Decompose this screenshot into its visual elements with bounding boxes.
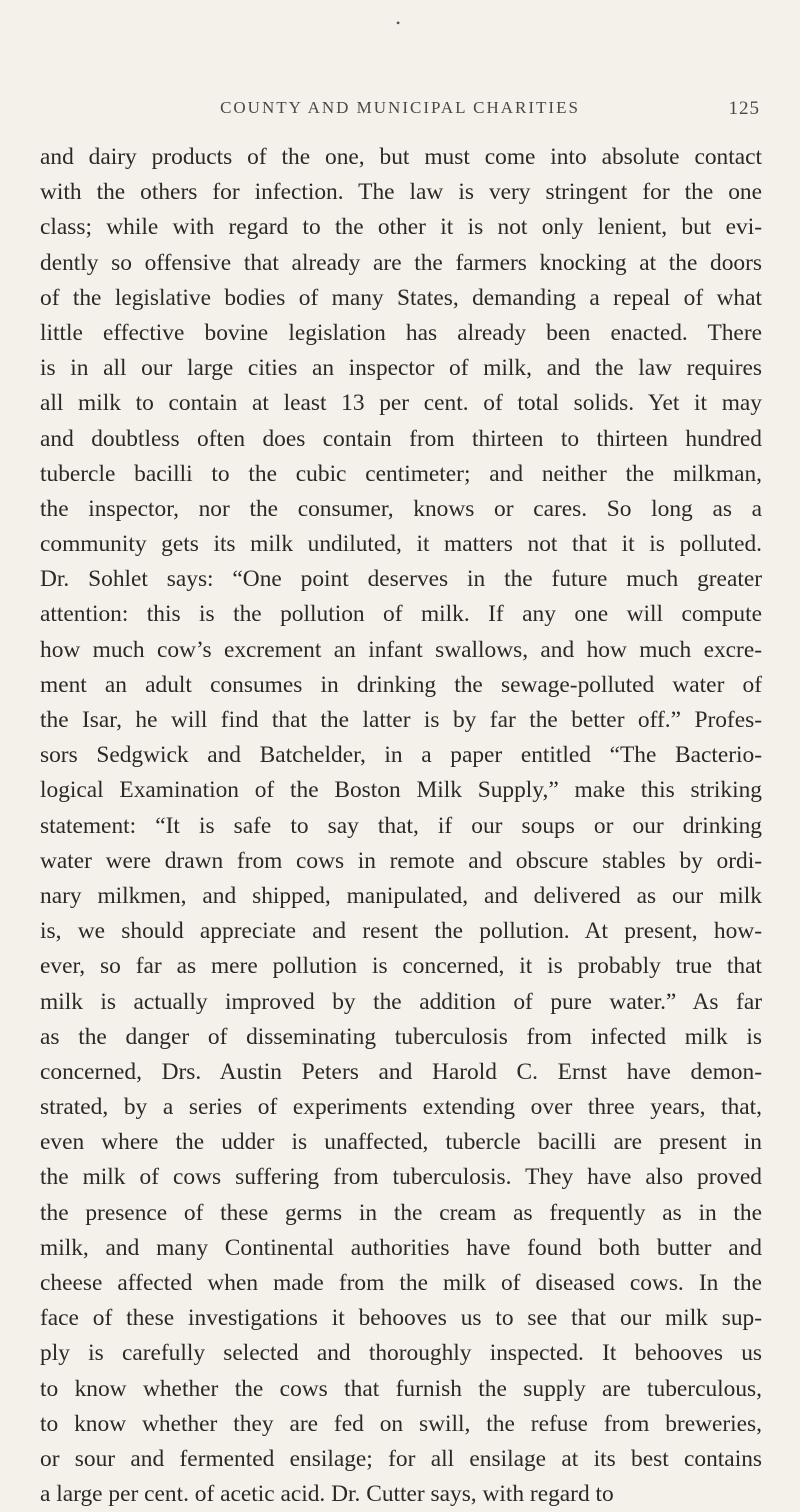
text-line: to know whether the cows that furnish the supply are tuberculous, bbox=[40, 1375, 762, 1402]
text-line: logical Examination of the Boston Milk Supply,” make this striking bbox=[40, 777, 762, 804]
text-line: the Isar, he will find that the latter is by far the better off.” Profes- bbox=[40, 707, 762, 733]
text-line: milk, and many Continental authorities have found both butter and bbox=[40, 1234, 762, 1261]
text-line: cheese affected when made from the milk of diseased cows. In the bbox=[40, 1270, 762, 1296]
text-line: concerned, Drs. Austin Peters and Harold C. Ernst have demon- bbox=[40, 1058, 762, 1085]
text-line: the inspector, nor the consumer, knows or cares. So long as a bbox=[40, 495, 762, 522]
text-line: is, we should appreciate and resent the pollution. At present, how- bbox=[40, 918, 762, 945]
text-line: and dairy products of the one, but must come into absolute contact bbox=[40, 144, 762, 170]
stray-mark: • bbox=[396, 16, 401, 30]
text-line: sors Sedgwick and Batchelder, in a paper entitled “The Bacterio- bbox=[40, 742, 762, 769]
text-line: ply is carefully selected and thoroughly inspected. It behooves us bbox=[40, 1340, 762, 1367]
text-line: is in all our large cities an inspector of milk, and the law requires bbox=[40, 355, 762, 382]
text-line: face of these investigations it behooves us to see that our milk sup- bbox=[40, 1305, 762, 1332]
page-header bbox=[40, 98, 760, 128]
text-line: attention: this is the pollution of milk. If any one will compute bbox=[40, 601, 762, 628]
text-line: how much cow’s excrement an infant swallows, and how much excre- bbox=[40, 636, 762, 663]
text-line: all milk to contain at least 13 per cent. of total solids. Yet it may bbox=[40, 390, 762, 417]
text-line: with the others for infection. The law is very stringent for the one bbox=[40, 179, 762, 206]
text-line: of the legislative bodies of many States, demanding a repeal of what bbox=[40, 284, 762, 311]
text-line: a large per cent. of acetic acid. Dr. Cutter says, with regard to bbox=[40, 1481, 614, 1508]
text-line: water were drawn from cows in remote and obscure stables by ordi- bbox=[40, 847, 762, 874]
text-line: to know whether they are fed on swill, the refuse from breweries, bbox=[40, 1410, 762, 1437]
text-line: the presence of these germs in the cream as frequently as in the bbox=[40, 1199, 762, 1226]
text-line: class; while with regard to the other it is not only lenient, but evi- bbox=[40, 214, 762, 241]
text-line: ever, so far as mere pollution is concerned, it is probably true that bbox=[40, 953, 762, 980]
text-line: ment an adult consumes in drinking the sewage-polluted water of bbox=[40, 671, 762, 698]
running-head: COUNTY AND MUNICIPAL CHARITIES bbox=[220, 98, 580, 117]
text-line: the milk of cows suffering from tuberculosis. They have also proved bbox=[40, 1164, 762, 1191]
text-line: little effective bovine legislation has already been enacted. There bbox=[40, 319, 762, 346]
text-line: milk is actually improved by the addition of pure water.” As far bbox=[40, 988, 762, 1015]
body-text bbox=[40, 140, 762, 1512]
page-number: 125 bbox=[728, 98, 760, 119]
text-line: or sour and fermented ensilage; for all ensilage at its best contains bbox=[40, 1445, 762, 1472]
text-line: even where the udder is unaffected, tubercle bacilli are present in bbox=[40, 1129, 762, 1156]
text-line: strated, by a series of experiments extending over three years, that, bbox=[40, 1094, 762, 1121]
text-line: and doubtless often does contain from thirteen to thirteen hundred bbox=[40, 425, 762, 452]
text-line: dently so offensive that already are the farmers knocking at the doors bbox=[40, 249, 762, 276]
text-line: tubercle bacilli to the cubic centimeter; and neither the milkman, bbox=[40, 460, 762, 487]
text-line: community gets its milk undiluted, it matters not that it is polluted. bbox=[40, 531, 762, 558]
text-line: Dr. Sohlet says: “One point deserves in the future much greater bbox=[40, 566, 762, 593]
text-line: as the danger of disseminating tuberculosis from infected milk is bbox=[40, 1023, 762, 1050]
text-line: nary milkmen, and shipped, manipulated, and delivered as our milk bbox=[40, 882, 762, 909]
text-line: statement: “It is safe to say that, if our soups or our drinking bbox=[40, 812, 762, 839]
